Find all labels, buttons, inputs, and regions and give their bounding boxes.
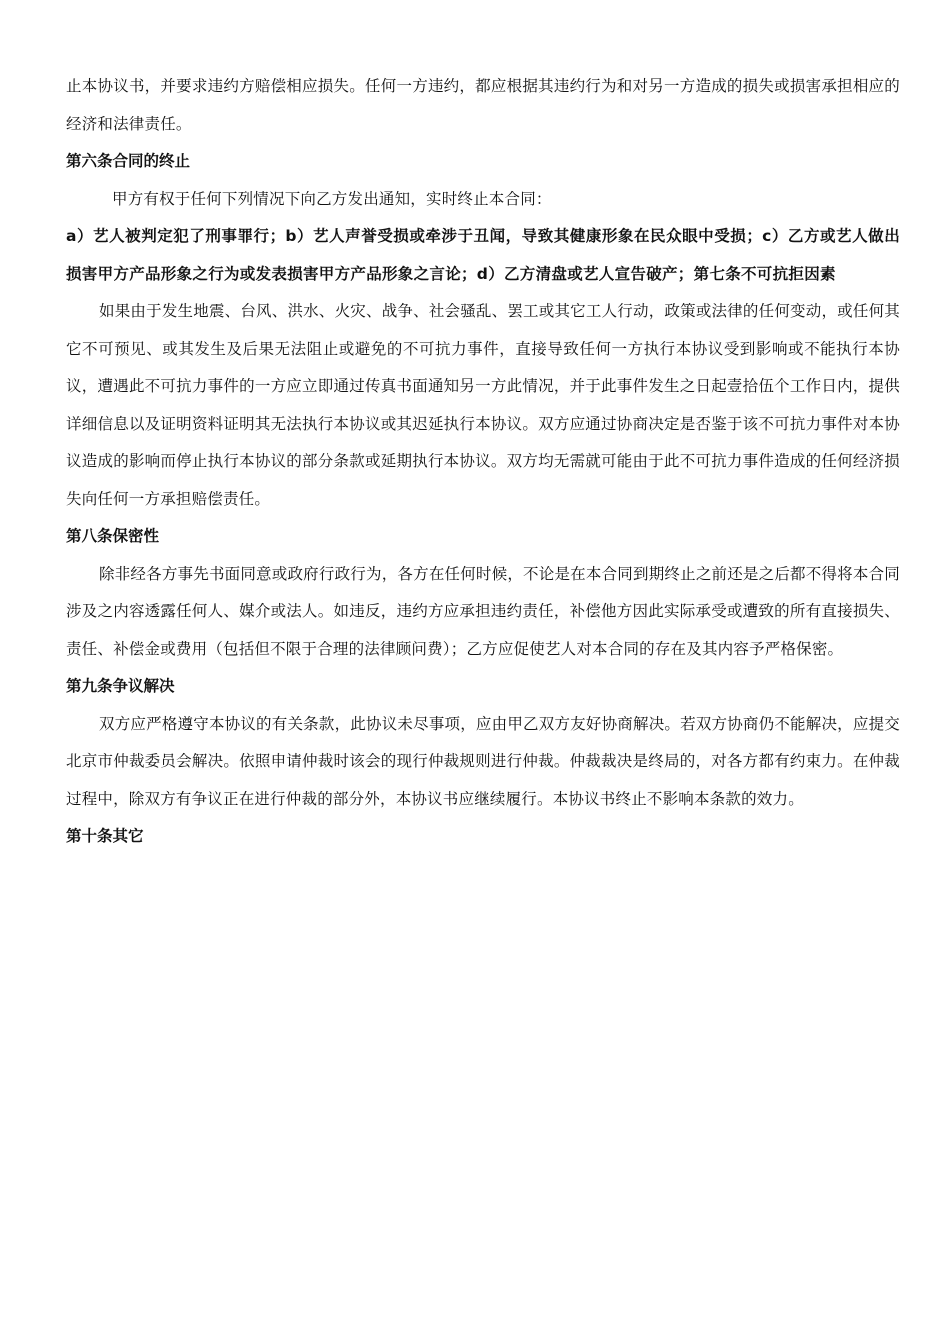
article9-heading: 第九条争议解决: [66, 677, 175, 695]
document-page: [66, 68, 900, 856]
article10-heading: 第十条其它: [66, 827, 144, 845]
article6-intro: 甲方有权于任何下列情况下向乙方发出通知，实时终止本合同：: [112, 189, 552, 208]
article9-body: 双方应严格遵守本协议的有关条款，此协议未尽事项，应由甲乙双方友好协商解决。若双方协商仍不能解决，应提交北京市仲裁委员会解决。依照申请仲裁时该会的现行仲裁规则进行仲裁。仲裁裁决是终局的，对各方都有约束力。在仲裁过程中，除双方有争议正在进行仲裁的部分外，本协议书应继续履行。本协议书终止不影响本条款的效力。: [66, 714, 900, 808]
article8-body: 除非经各方事先书面同意或政府行政行为，各方在任何时候，不论是在本合同到期终止之前还是之后都不得将本合同涉及之内容透露任何人、媒介或法人。如违反，违约方应承担违约责任，补偿他方因此实际承受或遭致的所有直接损失、责任、补偿金或费用（包括但不限于合理的法律顾问费）；乙方应促使艺人对本合同的存在及其内容予严格保密。: [66, 564, 900, 658]
continuation-paragraph: 止本协议书，并要求违约方赔偿相应损失。任何一方违约，都应根据其违约行为和对另一方造成的损失或损害承担相应的经济和法律责任。: [66, 77, 900, 133]
article6-conditions: a）艺人被判定犯了刑事罪行；b）艺人声誉受损或牵涉于丑闻，导致其健康形象在民众眼中受损；c）乙方或艺人做出损害甲方产品形象之行为或发表损害甲方产品形象之言论；d）乙方清盘或艺人宣告破产；第七条不可抗拒因素: [66, 227, 900, 283]
article6-heading: 第六条合同的终止: [66, 152, 191, 170]
article8-heading: 第八条保密性: [66, 527, 160, 545]
article7-body: 如果由于发生地震、台风、洪水、火灾、战争、社会骚乱、罢工或其它工人行动，政策或法律的任何变动，或任何其它不可预见、或其发生及后果无法阻止或避免的不可抗力事件，直接导致任何一方执行本协议受到影响或不能执行本协议，遭遇此不可抗力事件的一方应立即通过传真书面通知另一方此情况，并于此事件发生之日起壹拾伍个工作日内，提供详细信息以及证明资料证明其无法执行本协议或其迟延执行本协议。双方应通过协商决定是否鉴于该不可抗力事件对本协议造成的影响而停止执行本协议的部分条款或延期执行本协议。双方均无需就可能由于此不可抗力事件造成的任何经济损失向任何一方承担赔偿责任。: [66, 302, 900, 508]
